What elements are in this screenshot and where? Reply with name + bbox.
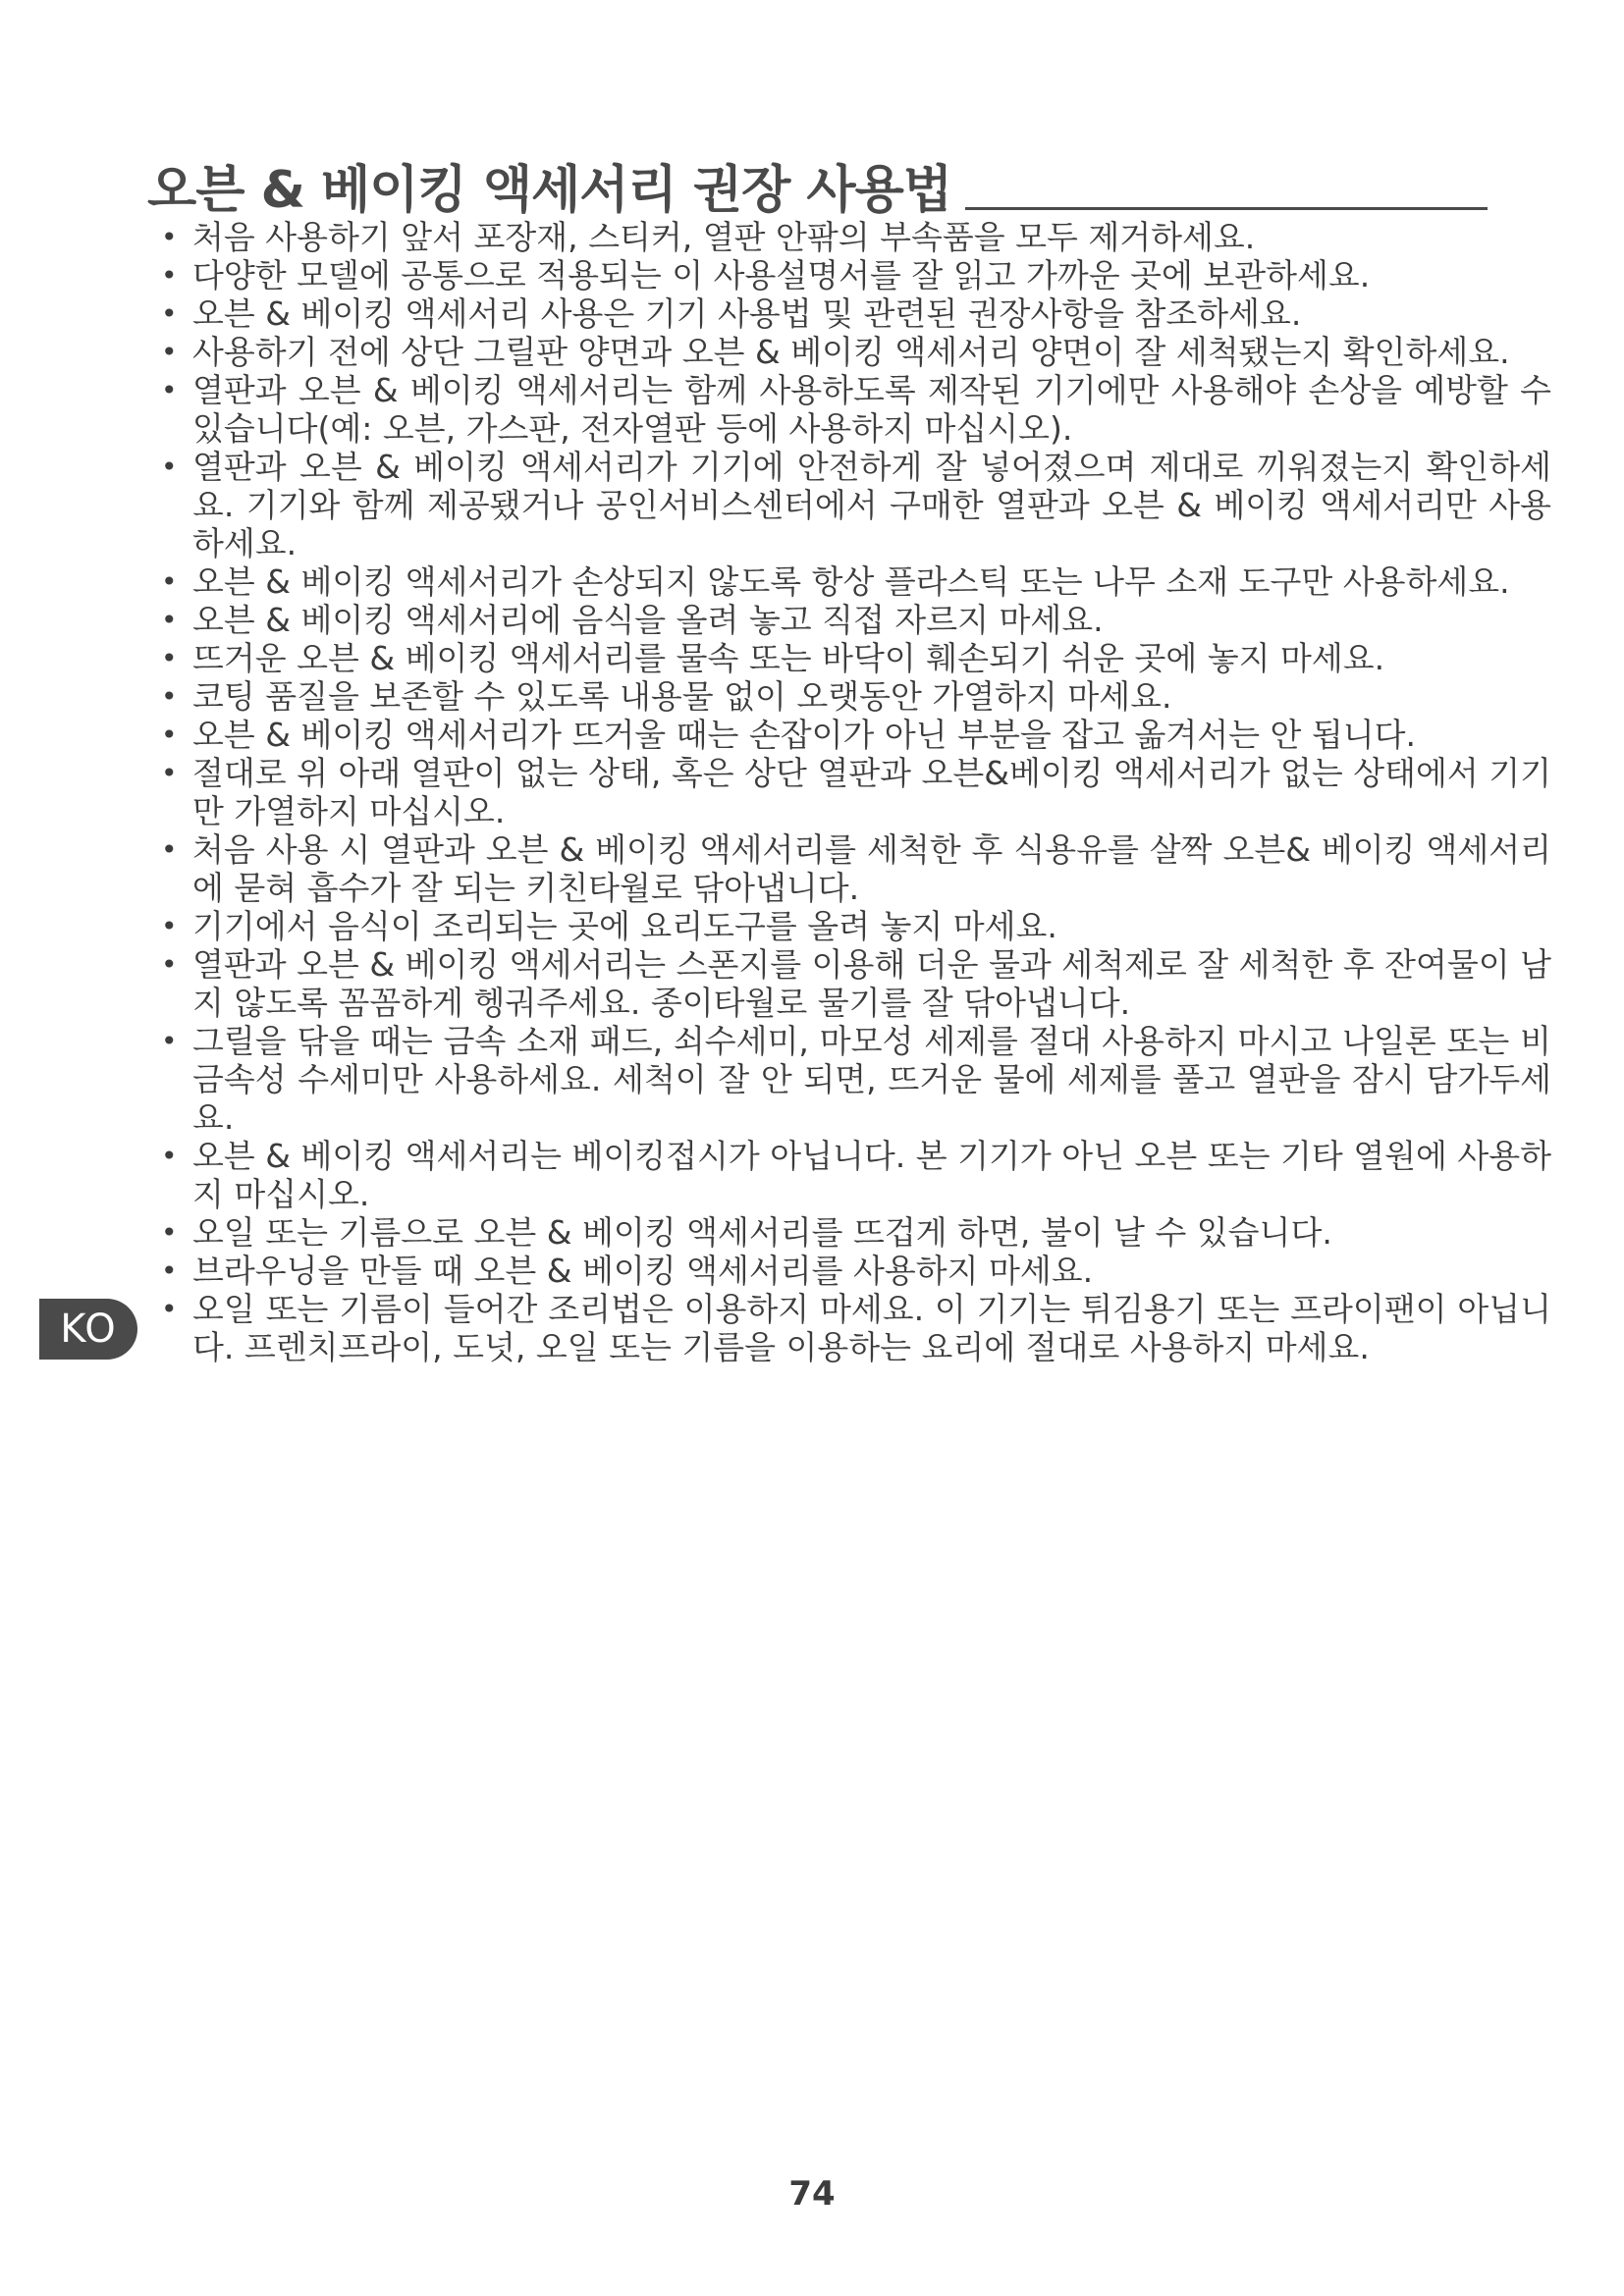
list-item-text: 오일 또는 기름이 들어간 조리법은 이용하지 마세요. 이 기기는 튀김용기 또는 프라이팬이 아닙니다. 프렌치프라이, 도넛, 오일 또는 기름을 이용하는 요리에 절대로 사용하지 마세요. (192, 1290, 1551, 1366)
list-item-text: 절대로 위 아래 열판이 없는 상태, 혹은 상단 열판과 오븐&베이킹 액세서리가 없는 상태에서 기기만 가열하지 마십시오. (192, 754, 1551, 830)
language-tab: KO (39, 1299, 137, 1360)
bullet-icon: • (161, 451, 178, 483)
recommendation-list (157, 218, 1551, 1366)
page-title: 오븐 & 베이킹 액세서리 권장 사용법 (147, 161, 952, 220)
list-item-text: 사용하기 전에 상단 그릴판 양면과 오븐 & 베이킹 액세서리 양면이 잘 세척됐는지 확인하세요. (192, 333, 1510, 371)
list-item (157, 1137, 1551, 1213)
list-item-text: 오븐 & 베이킹 액세서리가 뜨거울 때는 손잡이가 아닌 부분을 잡고 옮겨서는 안 됩니다. (192, 716, 1416, 754)
bullet-icon: • (161, 948, 178, 981)
list-item-text: 브라우닝을 만들 때 오븐 & 베이킹 액세서리를 사용하지 마세요. (192, 1252, 1094, 1290)
bullet-icon: • (161, 719, 178, 751)
bullet-icon: • (161, 1025, 178, 1057)
list-item-text: 뜨거운 오븐 & 베이킹 액세서리를 물속 또는 바닥이 훼손되기 쉬운 곳에 놓지 마세요. (192, 639, 1385, 677)
list-item-text: 코팅 품질을 보존할 수 있도록 내용물 없이 오랫동안 가열하지 마세요. (192, 677, 1172, 716)
bullet-icon: • (161, 374, 178, 406)
list-item (157, 639, 1551, 677)
list-item (157, 562, 1551, 601)
bullet-icon: • (161, 1140, 178, 1172)
list-item (157, 1022, 1551, 1137)
list-item-text: 오븐 & 베이킹 액세서리는 베이킹접시가 아닙니다. 본 기기가 아닌 오븐 또는 기타 열원에 사용하지 마십시오. (192, 1137, 1551, 1213)
list-item (157, 601, 1551, 639)
list-item (157, 371, 1551, 448)
bullet-icon: • (161, 1216, 178, 1249)
page-number: 74 (788, 2174, 836, 2214)
bullet-icon: • (161, 565, 178, 598)
list-item-text: 열판과 오븐 & 베이킹 액세서리가 기기에 안전하게 잘 넣어졌으며 제대로 끼워졌는지 확인하세요. 기기와 함께 제공됐거나 공인서비스센터에서 구매한 열판과 오븐 & 베이킹 액세서리만 사용하세요. (192, 448, 1551, 562)
list-item-text: 열판과 오븐 & 베이킹 액세서리는 스폰지를 이용해 더운 물과 세척제로 잘 세척한 후 잔여물이 남지 않도록 꼼꼼하게 헹궈주세요. 종이타월로 물기를 잘 닦아냅니다. (192, 945, 1551, 1022)
list-item (157, 907, 1551, 945)
list-item-text: 열판과 오븐 & 베이킹 액세서리는 함께 사용하도록 제작된 기기에만 사용해야 손상을 예방할 수 있습니다(예: 오븐, 가스판, 전자열판 등에 사용하지 마십시오). (192, 371, 1551, 448)
list-item-text: 그릴을 닦을 때는 금속 소재 패드, 쇠수세미, 마모성 세제를 절대 사용하지 마시고 나일론 또는 비금속성 수세미만 사용하세요. 세척이 잘 안 되면, 뜨거운 물에 세제를 풀고 열판을 잠시 담가두세요. (192, 1022, 1551, 1137)
list-item-text: 처음 사용하기 앞서 포장재, 스티커, 열판 안팎의 부속품을 모두 제거하세요. (192, 218, 1256, 256)
list-item (157, 218, 1551, 256)
list-item (157, 448, 1551, 562)
list-item (157, 716, 1551, 754)
list-item-text: 다양한 모델에 공통으로 적용되는 이 사용설명서를 잘 읽고 가까운 곳에 보관하세요. (192, 256, 1371, 294)
bullet-icon: • (161, 336, 178, 368)
bullet-icon: • (161, 833, 178, 866)
bullet-icon: • (161, 642, 178, 674)
list-item (157, 256, 1551, 294)
list-item-text: 오븐 & 베이킹 액세서리에 음식을 올려 놓고 직접 자르지 마세요. (192, 601, 1104, 639)
list-item (157, 1252, 1551, 1290)
list-item (157, 1213, 1551, 1252)
bullet-icon: • (161, 221, 178, 253)
bullet-icon: • (161, 259, 178, 292)
list-item (157, 294, 1551, 333)
bullet-icon: • (161, 680, 178, 713)
list-item-text: 오일 또는 기름으로 오븐 & 베이킹 액세서리를 뜨겁게 하면, 불이 날 수 있습니다. (192, 1213, 1332, 1252)
bullet-icon: • (161, 910, 178, 942)
list-item (157, 754, 1551, 830)
title-row (147, 147, 1488, 220)
list-item-text: 처음 사용 시 열판과 오븐 & 베이킹 액세서리를 세척한 후 식용유를 살짝 오븐& 베이킹 액세서리에 묻혀 흡수가 잘 되는 키친타월로 닦아냅니다. (192, 830, 1551, 907)
bullet-icon: • (161, 1255, 178, 1287)
bullet-icon: • (161, 297, 178, 330)
list-item (157, 1290, 1551, 1366)
list-item (157, 333, 1551, 371)
list-item-text: 오븐 & 베이킹 액세서리 사용은 기기 사용법 및 관련된 권장사항을 참조하세요. (192, 294, 1302, 333)
bullet-icon: • (161, 1293, 178, 1325)
title-underline (965, 207, 1488, 210)
bullet-icon: • (161, 757, 178, 789)
list-item (157, 677, 1551, 716)
list-item-text: 오븐 & 베이킹 액세서리가 손상되지 않도록 항상 플라스틱 또는 나무 소재 도구만 사용하세요. (192, 562, 1510, 601)
list-item (157, 830, 1551, 907)
bullet-icon: • (161, 604, 178, 636)
list-item (157, 945, 1551, 1022)
list-item-text: 기기에서 음식이 조리되는 곳에 요리도구를 올려 놓지 마세요. (192, 907, 1057, 945)
